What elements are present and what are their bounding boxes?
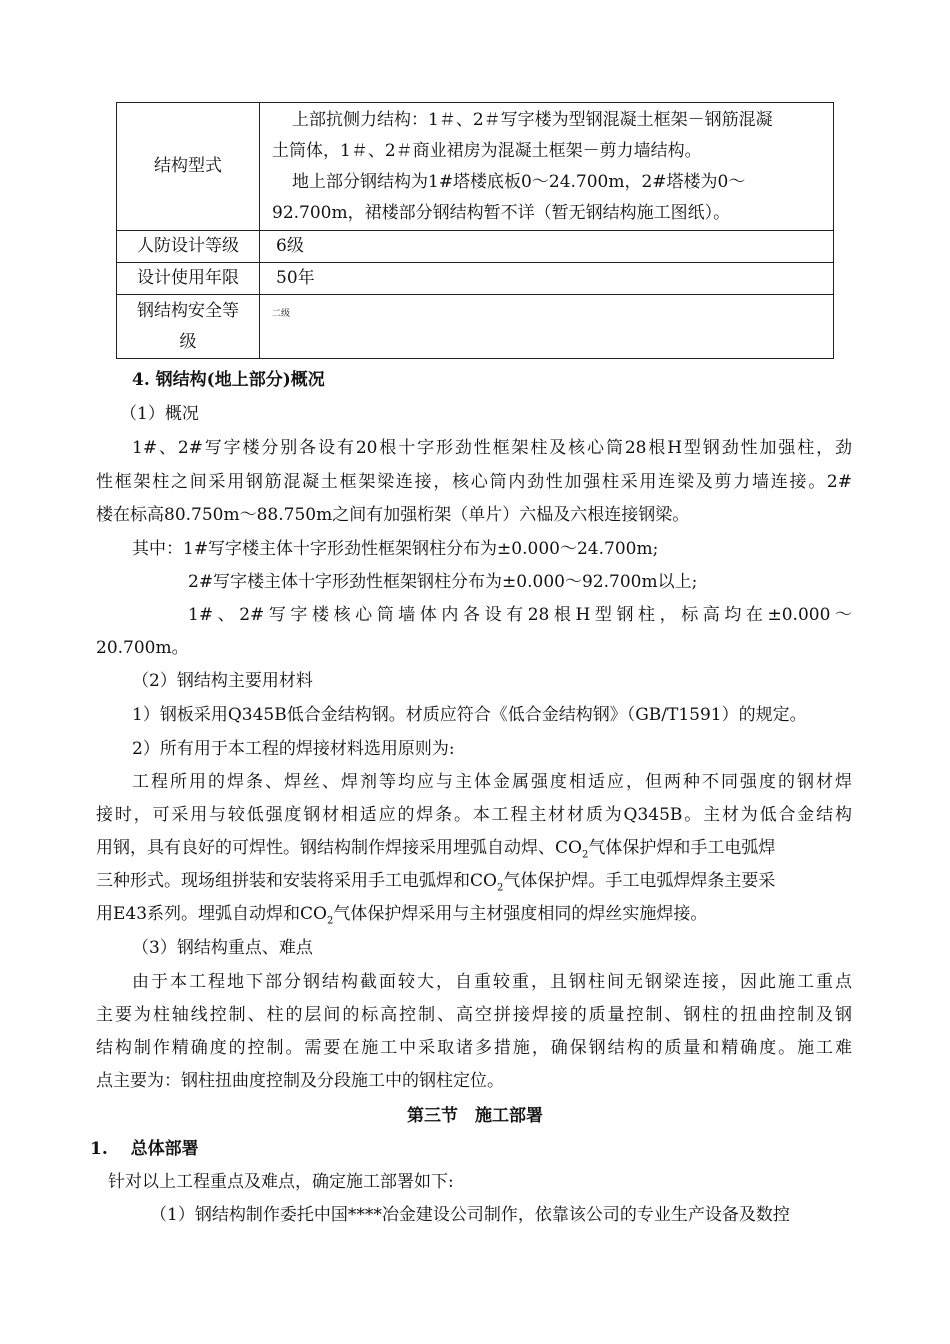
- paragraph-line: 针对以上工程重点及难点，确定施工部署如下:: [108, 1172, 454, 1192]
- row-value: [260, 295, 834, 359]
- paragraph-line: 点主要为：钢柱扭曲度控制及分段施工中的钢柱定位。: [96, 1071, 504, 1091]
- paragraph-line: 2#写字楼主体十字形劲性框架钢柱分布为±0.000～92.700m以上;: [188, 572, 698, 592]
- paragraph-line: 2）所有用于本工程的焊接材料选用原则为:: [132, 739, 455, 759]
- structure-line: 土筒体，1＃、2＃商业裙房为混凝土框架－剪力墙结构。: [272, 140, 702, 161]
- structure-line: 上部抗侧力结构：1＃、2＃写字楼为型钢混凝土框架－钢筋混凝: [292, 109, 773, 130]
- row-label: [117, 295, 260, 359]
- text-run: 用钢，具有良好的可焊性。钢结构制作焊接采用埋弧自动焊、CO: [96, 838, 582, 858]
- chapter-title: 第三节 施工部署: [407, 1106, 543, 1126]
- value-text: 50年: [276, 268, 315, 288]
- paragraph-line: 由于本工程地下部分钢结构截面较大，自重较重，且钢柱间无钢梁连接，因此施工重点: [132, 972, 852, 992]
- paragraph-line: 工程所用的焊条、焊丝、焊剂等均应与主体金属强度相适应，但两种不同强度的钢材焊: [132, 772, 852, 792]
- paragraph-line: 1）钢板采用Q345B低合金结构钢。材质应符合《低合金结构钢》（GB/T1591）的规定。: [132, 705, 807, 725]
- sub-heading: （1）概况: [120, 404, 199, 424]
- label-line: 级: [179, 331, 197, 352]
- table-row: [117, 103, 834, 231]
- paragraph-line: 接时，可采用与较低强度钢材相适应的焊条。本工程主材材质为Q345B。主材为低合金结构: [96, 805, 852, 825]
- text-run: 三种形式。现场组拼装和安装将采用手工电弧焊和CO: [96, 871, 497, 891]
- row-value: [260, 231, 834, 263]
- paragraph-line: [96, 836, 775, 867]
- structure-line: 地上部分钢结构为1#塔楼底板0～24.700m，2#塔楼为0～: [292, 171, 746, 192]
- text-run: 气体保护焊。手工电弧焊焊条主要采: [503, 871, 776, 891]
- table-row: [117, 263, 834, 295]
- subscript: 2: [327, 915, 334, 927]
- row-value: [260, 263, 834, 295]
- table-row: [117, 231, 834, 263]
- paragraph-line: 1#、2#写字楼分别各设有20根十字形劲性框架柱及核心筒28根H型钢劲性加强柱，劲: [132, 438, 852, 458]
- text-run: 气体保护焊采用与主材强度相同的焊丝实施焊接。: [333, 904, 708, 924]
- text-run: 用E43系列。埋弧自动焊和CO: [96, 904, 327, 924]
- structure-line: 92.700m，裙楼部分钢结构暂不详（暂无钢结构施工图纸）。: [272, 202, 731, 223]
- value-text: 6级: [276, 236, 304, 256]
- sub-heading: （3）钢结构重点、难点: [132, 938, 313, 958]
- text-run: 气体保护焊和手工电弧焊: [588, 838, 776, 858]
- subscript: 2: [581, 849, 589, 861]
- subscript: 2: [496, 882, 504, 894]
- label-line: 钢结构安全等: [137, 300, 239, 321]
- paragraph-line: 20.700m。: [96, 638, 189, 658]
- paragraph-line: 楼在标高80.750m～88.750m之间有加强桁架（单片）六榀及六根连接钢梁。: [96, 505, 690, 525]
- paragraph-line: 结构制作精确度的控制。需要在施工中采取诸多措施，确保钢结构的质量和精确度。施工难: [96, 1038, 852, 1058]
- paragraph-line: 1#、2#写字楼核心筒墙体内各设有28根H型钢柱，标高均在±0.000～: [188, 605, 852, 625]
- paragraph-line: 性框架柱之间采用钢筋混凝土框架梁连接，核心筒内劲性加强柱采用连梁及剪力墙连接。2#: [96, 472, 852, 492]
- section-heading: 4. 钢结构(地上部分)概况: [132, 370, 325, 390]
- paragraph-line: 主要为柱轴线控制、柱的层间的标高控制、高空拼接焊接的质量控制、钢柱的扭曲控制及钢: [96, 1005, 852, 1025]
- paragraph-line: 其中：1#写字楼主体十字形劲性框架钢柱分布为±0.000～24.700m;: [132, 539, 659, 559]
- row-value: [260, 103, 834, 231]
- table-row: [117, 295, 834, 359]
- project-info-table: [116, 102, 834, 359]
- sub-heading: （2）钢结构主要用材料: [132, 671, 313, 691]
- row-label: 人防设计等级: [117, 231, 260, 263]
- value-text: 二级: [272, 309, 291, 319]
- section-heading: 1. 总体部署: [90, 1139, 199, 1159]
- row-label: 结构型式: [117, 103, 260, 231]
- row-label: 设计使用年限: [117, 263, 260, 295]
- paragraph-line: （1）钢结构制作委托中国****冶金建设公司制作，依靠该公司的专业生产设备及数控: [150, 1205, 790, 1225]
- paragraph-line: [96, 902, 707, 933]
- paragraph-line: [96, 869, 775, 900]
